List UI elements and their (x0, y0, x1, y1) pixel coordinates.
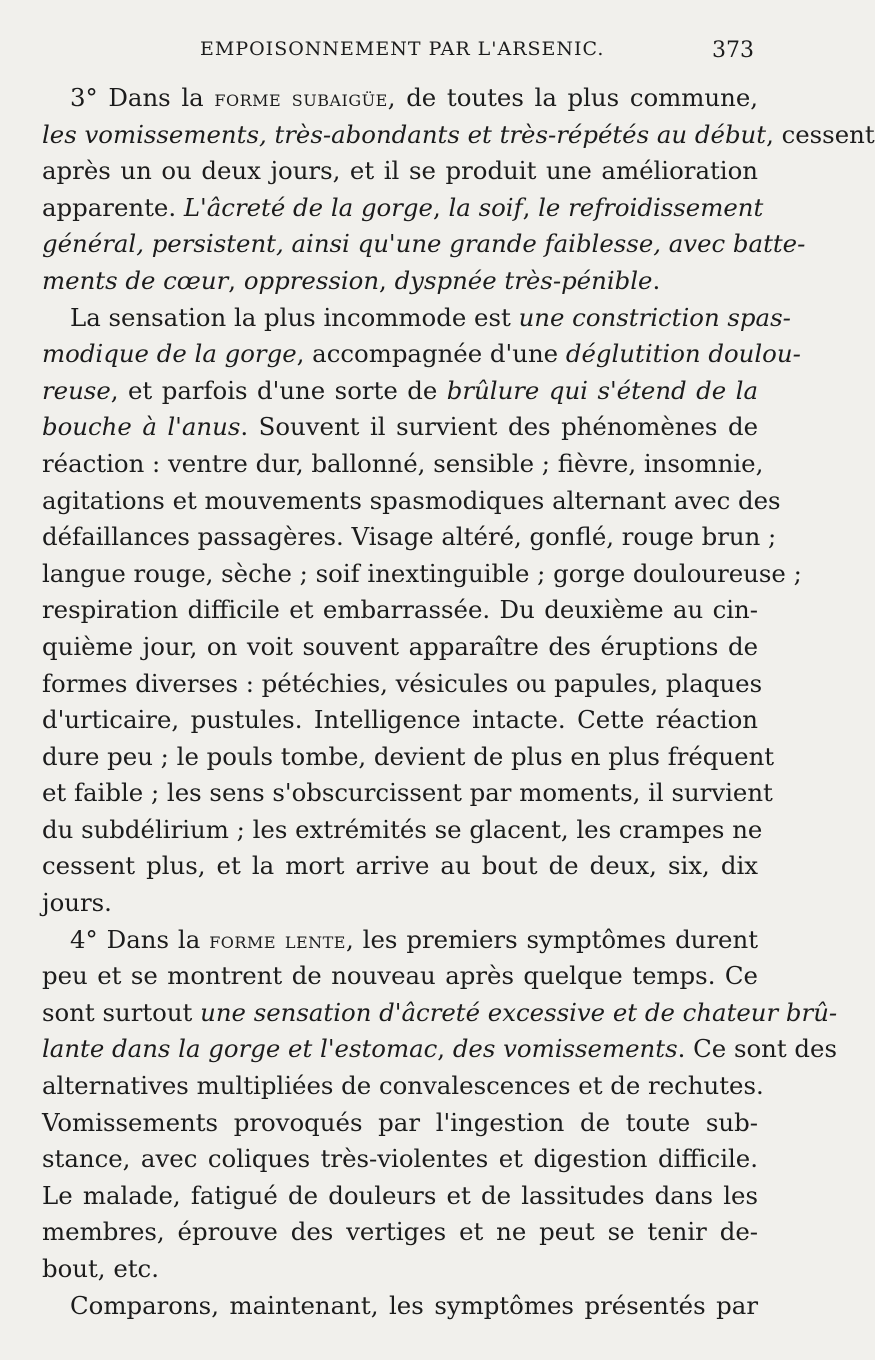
text-run: , de toutes la plus commune, (387, 83, 759, 112)
text-line (42, 1031, 837, 1068)
text-run: 4° Dans la (70, 924, 210, 954)
text-line (42, 739, 775, 776)
text-run: , (522, 192, 539, 222)
text-run: quième jour, on voit souvent apparaître des éruptions de (42, 631, 758, 661)
italic-run: oppression (243, 265, 380, 295)
italic-run: ments de cœur (42, 265, 229, 295)
text-run: , (437, 1034, 453, 1064)
italic-run: L'âcreté de la gorge (183, 192, 433, 222)
text-line (42, 592, 758, 629)
text-run: Comparons, maintenant, les symptômes présentés par (70, 1290, 758, 1320)
text-run: et faible ; les sens s'obscurcissent par moments, il survient (42, 778, 773, 808)
text-line (42, 1288, 758, 1325)
text-run: défaillances passagères. Visage altéré, gonflé, rouge brun ; (42, 522, 777, 552)
italic-run: le refroidissement (538, 192, 764, 222)
italic-run: dyspnée très-pénible (394, 265, 653, 295)
italic-run: la soif (448, 192, 523, 222)
text-line (42, 263, 758, 300)
page-number: 373 (712, 38, 754, 63)
text-run: du subdélirium ; les extrémités se glacent, les crampes ne (42, 814, 763, 844)
text-run: stance, avec coliques très-violentes et digestion difficile. (42, 1144, 758, 1174)
text-line (42, 336, 801, 373)
text-run: . Souvent il survient des phénomènes de (240, 412, 758, 442)
text-line (42, 190, 764, 227)
text-run: membres, éprouve des vertiges et ne peut se tenir de- (42, 1217, 758, 1247)
text-run: 3° Dans la (70, 83, 215, 112)
text-run: , les premiers symptômes durent (345, 924, 758, 954)
text-run: , (432, 192, 449, 222)
text-line (42, 80, 758, 117)
text-line (42, 226, 806, 263)
italic-run: lante dans la gorge et l'estomac (42, 1034, 438, 1064)
text-line (42, 519, 777, 556)
text-run: respiration difficile et embarrassée. Du deuxième au cin- (42, 595, 758, 625)
text-line (42, 1251, 758, 1288)
text-run: langue rouge, sèche ; soif inextinguible ; gorge douloureuse ; (42, 558, 802, 588)
text-run: . Ce sont des (677, 1034, 837, 1064)
text-line (42, 409, 758, 446)
text-run: Vomissements provoqués par l'ingestion de toute sub- (42, 1107, 758, 1137)
text-run: . (652, 265, 661, 295)
text-run: , (228, 265, 244, 295)
text-line (42, 958, 758, 995)
text-run: Le malade, fatigué de douleurs et de lassitudes dans les (42, 1180, 758, 1210)
text-line (42, 1068, 764, 1105)
small-caps-run: forme subaigüe (214, 86, 388, 112)
text-line (42, 775, 773, 812)
text-run: La sensation la plus incommode est (70, 302, 519, 332)
page-header (0, 38, 800, 68)
text-run: , (379, 265, 395, 295)
text-run: alternatives multipliées de convalescences et de rechutes. (42, 1071, 764, 1101)
text-line (42, 117, 875, 154)
italic-run: les vomissements, très-abondants et très-répétés au début (42, 119, 767, 149)
italic-run: modique de la gorge (42, 339, 297, 369)
italic-run: déglutition doulou- (565, 339, 801, 369)
text-line (42, 556, 802, 593)
text-line (42, 300, 791, 337)
small-caps-run: forme lente (209, 927, 346, 954)
text-run: réaction : ventre dur, ballonné, sensible ; fièvre, insomnie, (42, 448, 764, 478)
text-line (42, 153, 758, 190)
text-line (42, 1105, 758, 1142)
text-run: dure peu ; le pouls tombe, devient de plus en plus fréquent (42, 741, 775, 771)
text-line (42, 848, 758, 885)
text-line (42, 1214, 758, 1251)
text-run: peu et se montrent de nouveau après quelque temps. Ce (42, 961, 758, 991)
text-line (42, 629, 758, 666)
italic-run: une sensation d'âcreté excessive et de chateur brû- (200, 997, 838, 1027)
running-title: EMPOISONNEMENT PAR L'ARSENIC. (200, 38, 605, 60)
text-run: , cessent (766, 119, 875, 149)
text-line (42, 483, 781, 520)
text-run: bout, etc. (42, 1254, 159, 1283)
italic-run: reuse (42, 375, 111, 405)
italic-run: général, persistent, ainsi qu'une grande faiblesse, avec batte- (42, 229, 806, 259)
text-run: sont surtout (42, 997, 201, 1027)
text-run: agitations et mouvements spasmodiques alternant avec des (42, 485, 781, 515)
text-line (42, 702, 758, 739)
text-line (42, 922, 758, 959)
text-run: apparente. (42, 192, 184, 222)
text-run: , accompagnée d'une (296, 339, 566, 369)
text-line (42, 885, 758, 922)
text-run: , et parfois d'une sorte de (110, 375, 447, 405)
text-line (42, 995, 838, 1032)
text-run: jours. (42, 888, 112, 918)
text-run: d'urticaire, pustules. Intelligence intacte. Cette réaction (42, 705, 758, 735)
text-line (42, 446, 764, 483)
text-line (42, 1141, 758, 1178)
text-line (42, 1178, 758, 1215)
text-line (42, 666, 763, 703)
italic-run: une constriction spas- (518, 302, 791, 332)
text-line (42, 373, 758, 410)
italic-run: brûlure qui s'étend de la (446, 375, 758, 405)
text-run: après un ou deux jours, et il se produit une amélioration (42, 156, 758, 186)
text-line (42, 812, 763, 849)
body-text (42, 80, 875, 1324)
text-run: formes diverses : pétéchies, vésicules ou papules, plaques (42, 668, 763, 698)
italic-run: des vomissements (452, 1034, 678, 1064)
text-run: cessent plus, et la mort arrive au bout de deux, six, dix (42, 851, 758, 881)
italic-run: bouche à l'anus (42, 412, 241, 442)
